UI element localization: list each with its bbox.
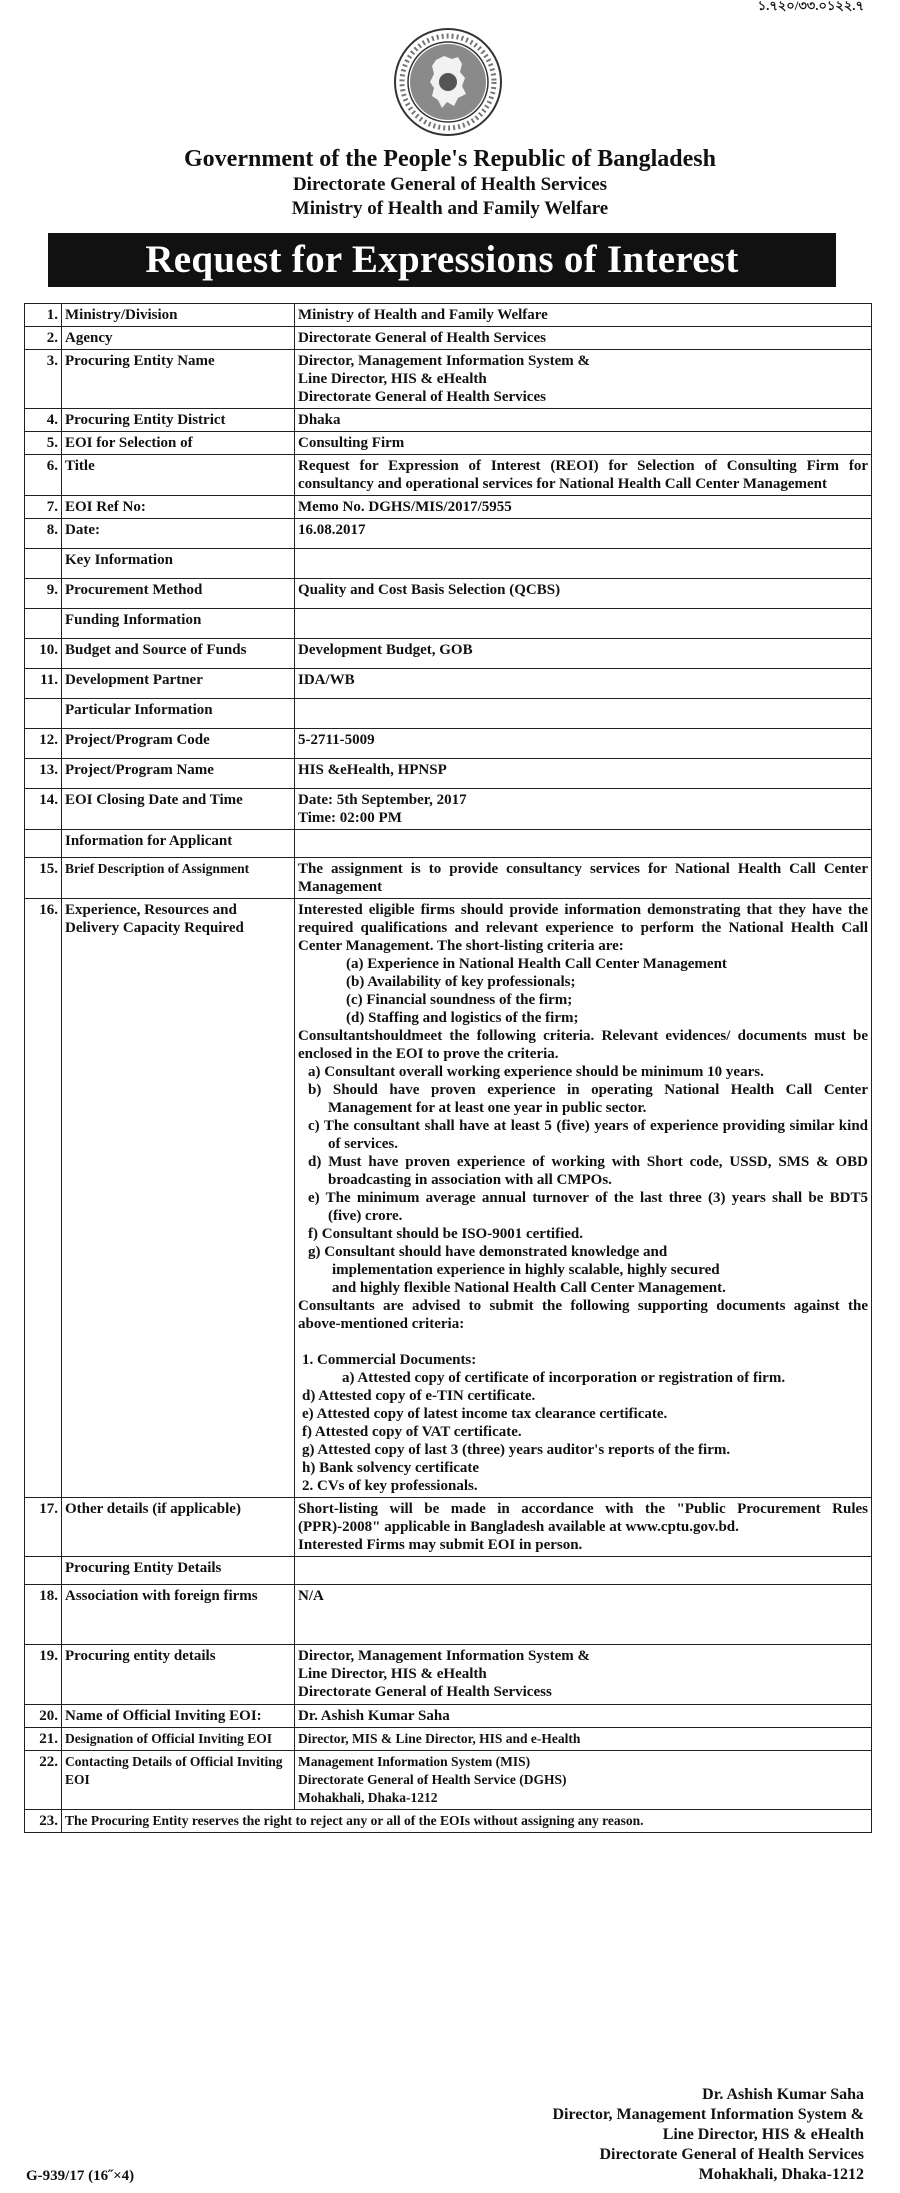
row-value: Directorate General of Health Services — [295, 327, 872, 350]
requirement-item: b) Should have proven experience in operating National Health Call Center Management for at least one year in public sector. — [308, 1082, 868, 1116]
table-row — [25, 1645, 872, 1705]
row-number: 18. — [25, 1585, 62, 1645]
row-value — [295, 1645, 872, 1705]
row-label: Date: — [62, 519, 295, 549]
value-line: Line Director, HIS & eHealth — [298, 371, 487, 387]
row-value: Dhaka — [295, 409, 872, 432]
eoi-banner: Request for Expressions of Interest — [48, 233, 836, 287]
criteria-item: (b) Availability of key professionals; — [346, 974, 576, 990]
table-row — [25, 519, 872, 549]
value-line: Management Information System (MIS) — [298, 1754, 531, 1769]
closing-time: Time: 02:00 PM — [298, 810, 402, 826]
table-row — [25, 409, 872, 432]
row-number: 20. — [25, 1705, 62, 1728]
row-value: Director, MIS & Line Director, HIS and e-Health — [295, 1728, 872, 1751]
row-value: Quality and Cost Basis Selection (QCBS) — [295, 579, 872, 609]
row-label: Other details (if applicable) — [62, 1498, 295, 1557]
row-label: Procuring Entity District — [62, 409, 295, 432]
row-number: 7. — [25, 496, 62, 519]
signatory-name: Dr. Ashish Kumar Saha — [702, 2086, 864, 2103]
row-number: 22. — [25, 1751, 62, 1810]
table-row — [25, 304, 872, 327]
row-value: Consulting Firm — [295, 432, 872, 455]
row-value: Dr. Ashish Kumar Saha — [295, 1705, 872, 1728]
requirement-item: a) Consultant overall working experience should be minimum 10 years. — [308, 1064, 764, 1080]
requirement-item: e) The minimum average annual turnover of the last three (3) years shall be BDT5 (five) crore. — [308, 1190, 868, 1224]
signature-block — [464, 2085, 864, 2185]
section-heading: Procuring Entity Details — [62, 1557, 295, 1585]
section-heading: Key Information — [62, 549, 295, 579]
directorate-title: Directorate General of Health Services — [292, 174, 608, 195]
document-item: f) Attested copy of VAT certificate. — [302, 1424, 522, 1440]
row-number: 4. — [25, 409, 62, 432]
criteria-intro: Interested eligible firms should provide information demonstrating that they have the required qualifications and relevant experience to perform the National Health Call Center Management. The short-listing criteria are: — [298, 902, 868, 954]
row-number: 21. — [25, 1728, 62, 1751]
row-value — [295, 350, 872, 409]
top-clipped-line — [0, 0, 900, 14]
value-line: Directorate General of Health Service (DGHS) — [298, 1772, 567, 1787]
table-row — [25, 579, 872, 609]
row-number: 17. — [25, 1498, 62, 1557]
row-number: 2. — [25, 327, 62, 350]
row-number: 9. — [25, 579, 62, 609]
section-row — [25, 609, 872, 639]
row-value: IDA/WB — [295, 669, 872, 699]
table-row — [25, 1751, 872, 1810]
table-row — [25, 759, 872, 789]
requirement-item: f) Consultant should be ISO-9001 certified. — [308, 1226, 584, 1242]
row-label: Brief Description of Assignment — [62, 858, 295, 899]
document-item: h) Bank solvency certificate — [302, 1460, 480, 1476]
value-line: Director, Management Information System & — [298, 353, 591, 369]
government-seal-icon — [392, 26, 504, 138]
document-item: 1. Commercial Documents: — [302, 1352, 477, 1368]
row-label: EOI Closing Date and Time — [62, 789, 295, 830]
row-value: 16.08.2017 — [295, 519, 872, 549]
document-item: d) Attested copy of e-TIN certificate. — [302, 1388, 536, 1404]
table-row — [25, 1585, 872, 1645]
requirement-item: and highly flexible National Health Call Center Management. — [332, 1280, 726, 1296]
row-value: HIS &eHealth, HPNSP — [295, 759, 872, 789]
table-row — [25, 1498, 872, 1557]
row-number: 13. — [25, 759, 62, 789]
row-value: Ministry of Health and Family Welfare — [295, 304, 872, 327]
requirement-item: g) Consultant should have demonstrated knowledge and — [308, 1244, 668, 1260]
row-label: EOI for Selection of — [62, 432, 295, 455]
row-value — [295, 1751, 872, 1810]
row-label: Ministry/Division — [62, 304, 295, 327]
documents-intro: Consultants are advised to submit the following supporting documents against the above-mentioned criteria: — [298, 1298, 868, 1332]
row-value — [295, 899, 872, 1498]
table-row — [25, 639, 872, 669]
table-row — [25, 1810, 872, 1833]
signatory-line: Line Director, HIS & eHealth — [662, 2126, 864, 2143]
row-label: Procuring entity details — [62, 1645, 295, 1705]
row-label: Budget and Source of Funds — [62, 639, 295, 669]
table-row — [25, 1705, 872, 1728]
criteria-item: (d) Staffing and logistics of the firm; — [346, 1010, 579, 1026]
row-label: Contacting Details of Official Inviting EOI — [62, 1751, 295, 1810]
signatory-line: Directorate General of Health Services — [599, 2146, 864, 2163]
criteria-item: (a) Experience in National Health Call Center Management — [346, 956, 727, 972]
section-row — [25, 549, 872, 579]
signatory-line: Mohakhali, Dhaka-1212 — [698, 2166, 864, 2183]
row-value: Development Budget, GOB — [295, 639, 872, 669]
closing-date: Date: 5th September, 2017 — [298, 792, 467, 808]
criteria-item: (c) Financial soundness of the firm; — [346, 992, 573, 1008]
shortlisting-note: Short-listing will be made in accordance with the "Public Procurement Rules (PPR)-2008" applicable in Bangladesh available at www.cptu.gov.bd. — [298, 1501, 868, 1535]
row-label: Project/Program Name — [62, 759, 295, 789]
document-item: a) Attested copy of certificate of incorporation or registration of firm. — [342, 1370, 786, 1386]
row-label: Procuring Entity Name — [62, 350, 295, 409]
row-number: 1. — [25, 304, 62, 327]
row-value: Request for Expression of Interest (REOI) for Selection of Consulting Firm for consultancy and operational services for National Health Call Center Management — [295, 455, 872, 496]
row-value: N/A — [295, 1585, 872, 1645]
section-row — [25, 830, 872, 858]
row-label: Project/Program Code — [62, 729, 295, 759]
row-value — [295, 1498, 872, 1557]
document-item: g) Attested copy of last 3 (three) years auditor's reports of the firm. — [302, 1442, 731, 1458]
table-row — [25, 432, 872, 455]
row-label: Development Partner — [62, 669, 295, 699]
row-value: Memo No. DGHS/MIS/2017/5955 — [295, 496, 872, 519]
row-value: The assignment is to provide consultancy services for National Health Call Center Management — [295, 858, 872, 899]
row-number: 15. — [25, 858, 62, 899]
row-number: 14. — [25, 789, 62, 830]
table-row — [25, 858, 872, 899]
row-label: Agency — [62, 327, 295, 350]
value-line: Directorate General of Health Services — [298, 389, 546, 405]
row-number: 6. — [25, 455, 62, 496]
top-reference-number: ১.৭২০/৩৩.০১২২.৭ — [757, 0, 864, 13]
section-heading: Funding Information — [62, 609, 295, 639]
row-label: Name of Official Inviting EOI: — [62, 1705, 295, 1728]
row-label: Title — [62, 455, 295, 496]
row-value — [295, 789, 872, 830]
submission-note: Interested Firms may submit EOI in person. — [298, 1537, 583, 1553]
table-row — [25, 729, 872, 759]
document-item: e) Attested copy of latest income tax clearance certificate. — [302, 1406, 668, 1422]
table-row — [25, 327, 872, 350]
reservation-note: The Procuring Entity reserves the right to reject any or all of the EOIs without assigning any reason. — [62, 1810, 872, 1833]
section-row — [25, 1557, 872, 1585]
table-row — [25, 350, 872, 409]
row-number: 23. — [25, 1810, 62, 1833]
value-line: Mohakhali, Dhaka-1212 — [298, 1790, 438, 1805]
section-heading: Particular Information — [62, 699, 295, 729]
criteria-mid: Consultantshouldmeet the following criteria. Relevant evidences/ documents must be enclosed in the EOI to prove the criteria. — [298, 1028, 868, 1062]
table-row — [25, 899, 872, 1498]
document-item: 2. CVs of key professionals. — [302, 1478, 478, 1494]
section-heading: Information for Applicant — [62, 830, 295, 858]
requirement-item: implementation experience in highly scalable, highly secured — [332, 1262, 720, 1278]
requirement-item: d) Must have proven experience of working with Short code, USSD, SMS & OBD broadcasting in association with all CMPOs. — [308, 1154, 868, 1188]
table-row — [25, 1728, 872, 1751]
section-row — [25, 699, 872, 729]
value-line: Director, Management Information System & — [298, 1648, 591, 1664]
advertisement-code: G-939/17 (16˝×4) — [26, 2168, 135, 2184]
row-label: Experience, Resources and Delivery Capacity Required — [62, 899, 295, 1498]
row-number: 10. — [25, 639, 62, 669]
signatory-line: Director, Management Information System & — [552, 2106, 864, 2123]
ministry-title: Ministry of Health and Family Welfare — [291, 198, 609, 219]
row-number: 8. — [25, 519, 62, 549]
government-title: Government of the People's Republic of Bangladesh — [184, 146, 716, 172]
table-row — [25, 455, 872, 496]
requirement-item: c) The consultant shall have at least 5 (five) years of experience providing similar kind of services. — [308, 1118, 868, 1152]
row-number: 11. — [25, 669, 62, 699]
row-number: 3. — [25, 350, 62, 409]
row-number: 16. — [25, 899, 62, 1498]
row-number: 19. — [25, 1645, 62, 1705]
row-number: 12. — [25, 729, 62, 759]
row-label: EOI Ref No: — [62, 496, 295, 519]
table-row — [25, 789, 872, 830]
table-row — [25, 669, 872, 699]
row-number: 5. — [25, 432, 62, 455]
row-label: Designation of Official Inviting EOI — [62, 1728, 295, 1751]
value-line: Line Director, HIS & eHealth — [298, 1666, 487, 1682]
value-line: Directorate General of Health Servicess — [298, 1684, 552, 1700]
row-label: Procurement Method — [62, 579, 295, 609]
table-row — [25, 496, 872, 519]
row-label: Association with foreign firms — [62, 1585, 295, 1645]
row-value: 5-2711-5009 — [295, 729, 872, 759]
eoi-details-table — [24, 303, 872, 1833]
